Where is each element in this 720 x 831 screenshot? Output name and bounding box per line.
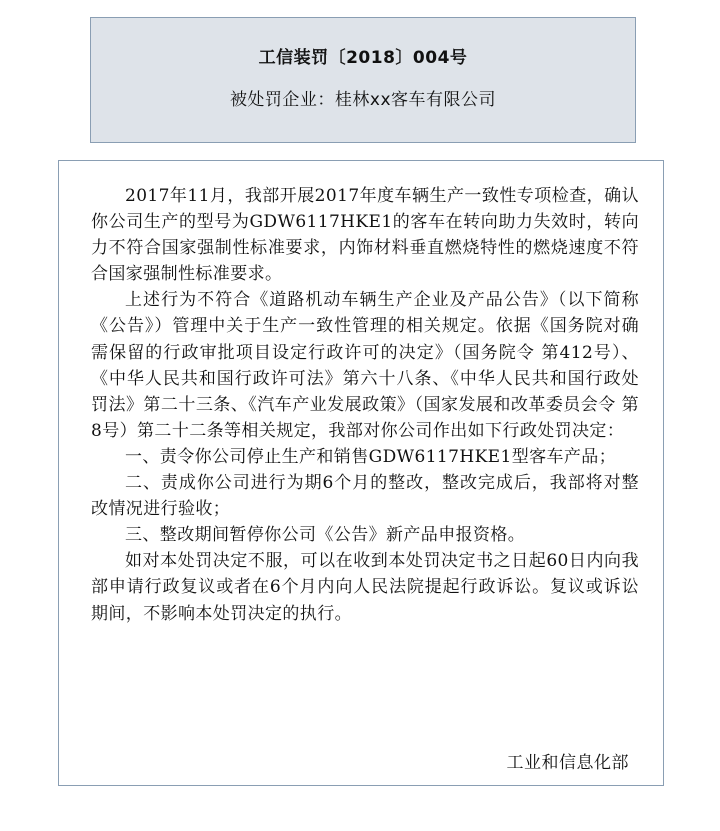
body-box xyxy=(58,160,664,786)
document-number: 工信装罚〔2018〕004号 xyxy=(258,48,468,68)
paragraph-penalty-3: 三、整改期间暂停你公司《公告》新产品申报资格。 xyxy=(125,525,526,546)
decision-content xyxy=(91,183,639,627)
paragraph-appeal: 如对本处罚决定不服，可以在收到本处罚决定书之日起60日内向我部申请行政复议或者在6个月内向人民法院提起行政诉讼。复议或诉讼期间，不影响本处罚决定的执行。 xyxy=(91,551,639,624)
issuing-authority: 工业和信息化部 xyxy=(506,753,629,773)
paragraph-legal-basis: 上述行为不符合《道路机动车辆生产企业及产品公告》（以下简称《公告》）管理中关于生产一致性管理的相关规定。依据《国务院对确需保留的行政审批项目设定行政许可的决定》（国务院令 第412号）、《中华人民共和国行政许可法》第六十八条、《中华人民共和国行政处罚法》第二十三条、《汽车产业发展政策》（国家发展和改革委员会令 第8号）第二十二条等相关规定，我部对你公司作出如下行政处罚决定： xyxy=(91,290,639,441)
penalized-company: 被处罚企业：桂林xx客车有限公司 xyxy=(229,90,497,110)
paragraph-penalty-2: 二、责成你公司进行为期6个月的整改，整改完成后，我部将对整改情况进行验收； xyxy=(91,473,639,520)
paragraph-penalty-1: 一、责令你公司停止生产和销售GDW6117HKE1型客车产品； xyxy=(125,446,617,467)
header-box xyxy=(90,17,636,143)
paragraph-inspection: 2017年11月，我部开展2017年度车辆生产一致性专项检查，确认你公司生产的型号为GDW6117HKE1的客车在转向助力失效时，转向力不符合国家强制性标准要求，内饰材料垂直燃烧特性的燃烧速度不符合国家强制性标准要求。 xyxy=(91,186,639,285)
